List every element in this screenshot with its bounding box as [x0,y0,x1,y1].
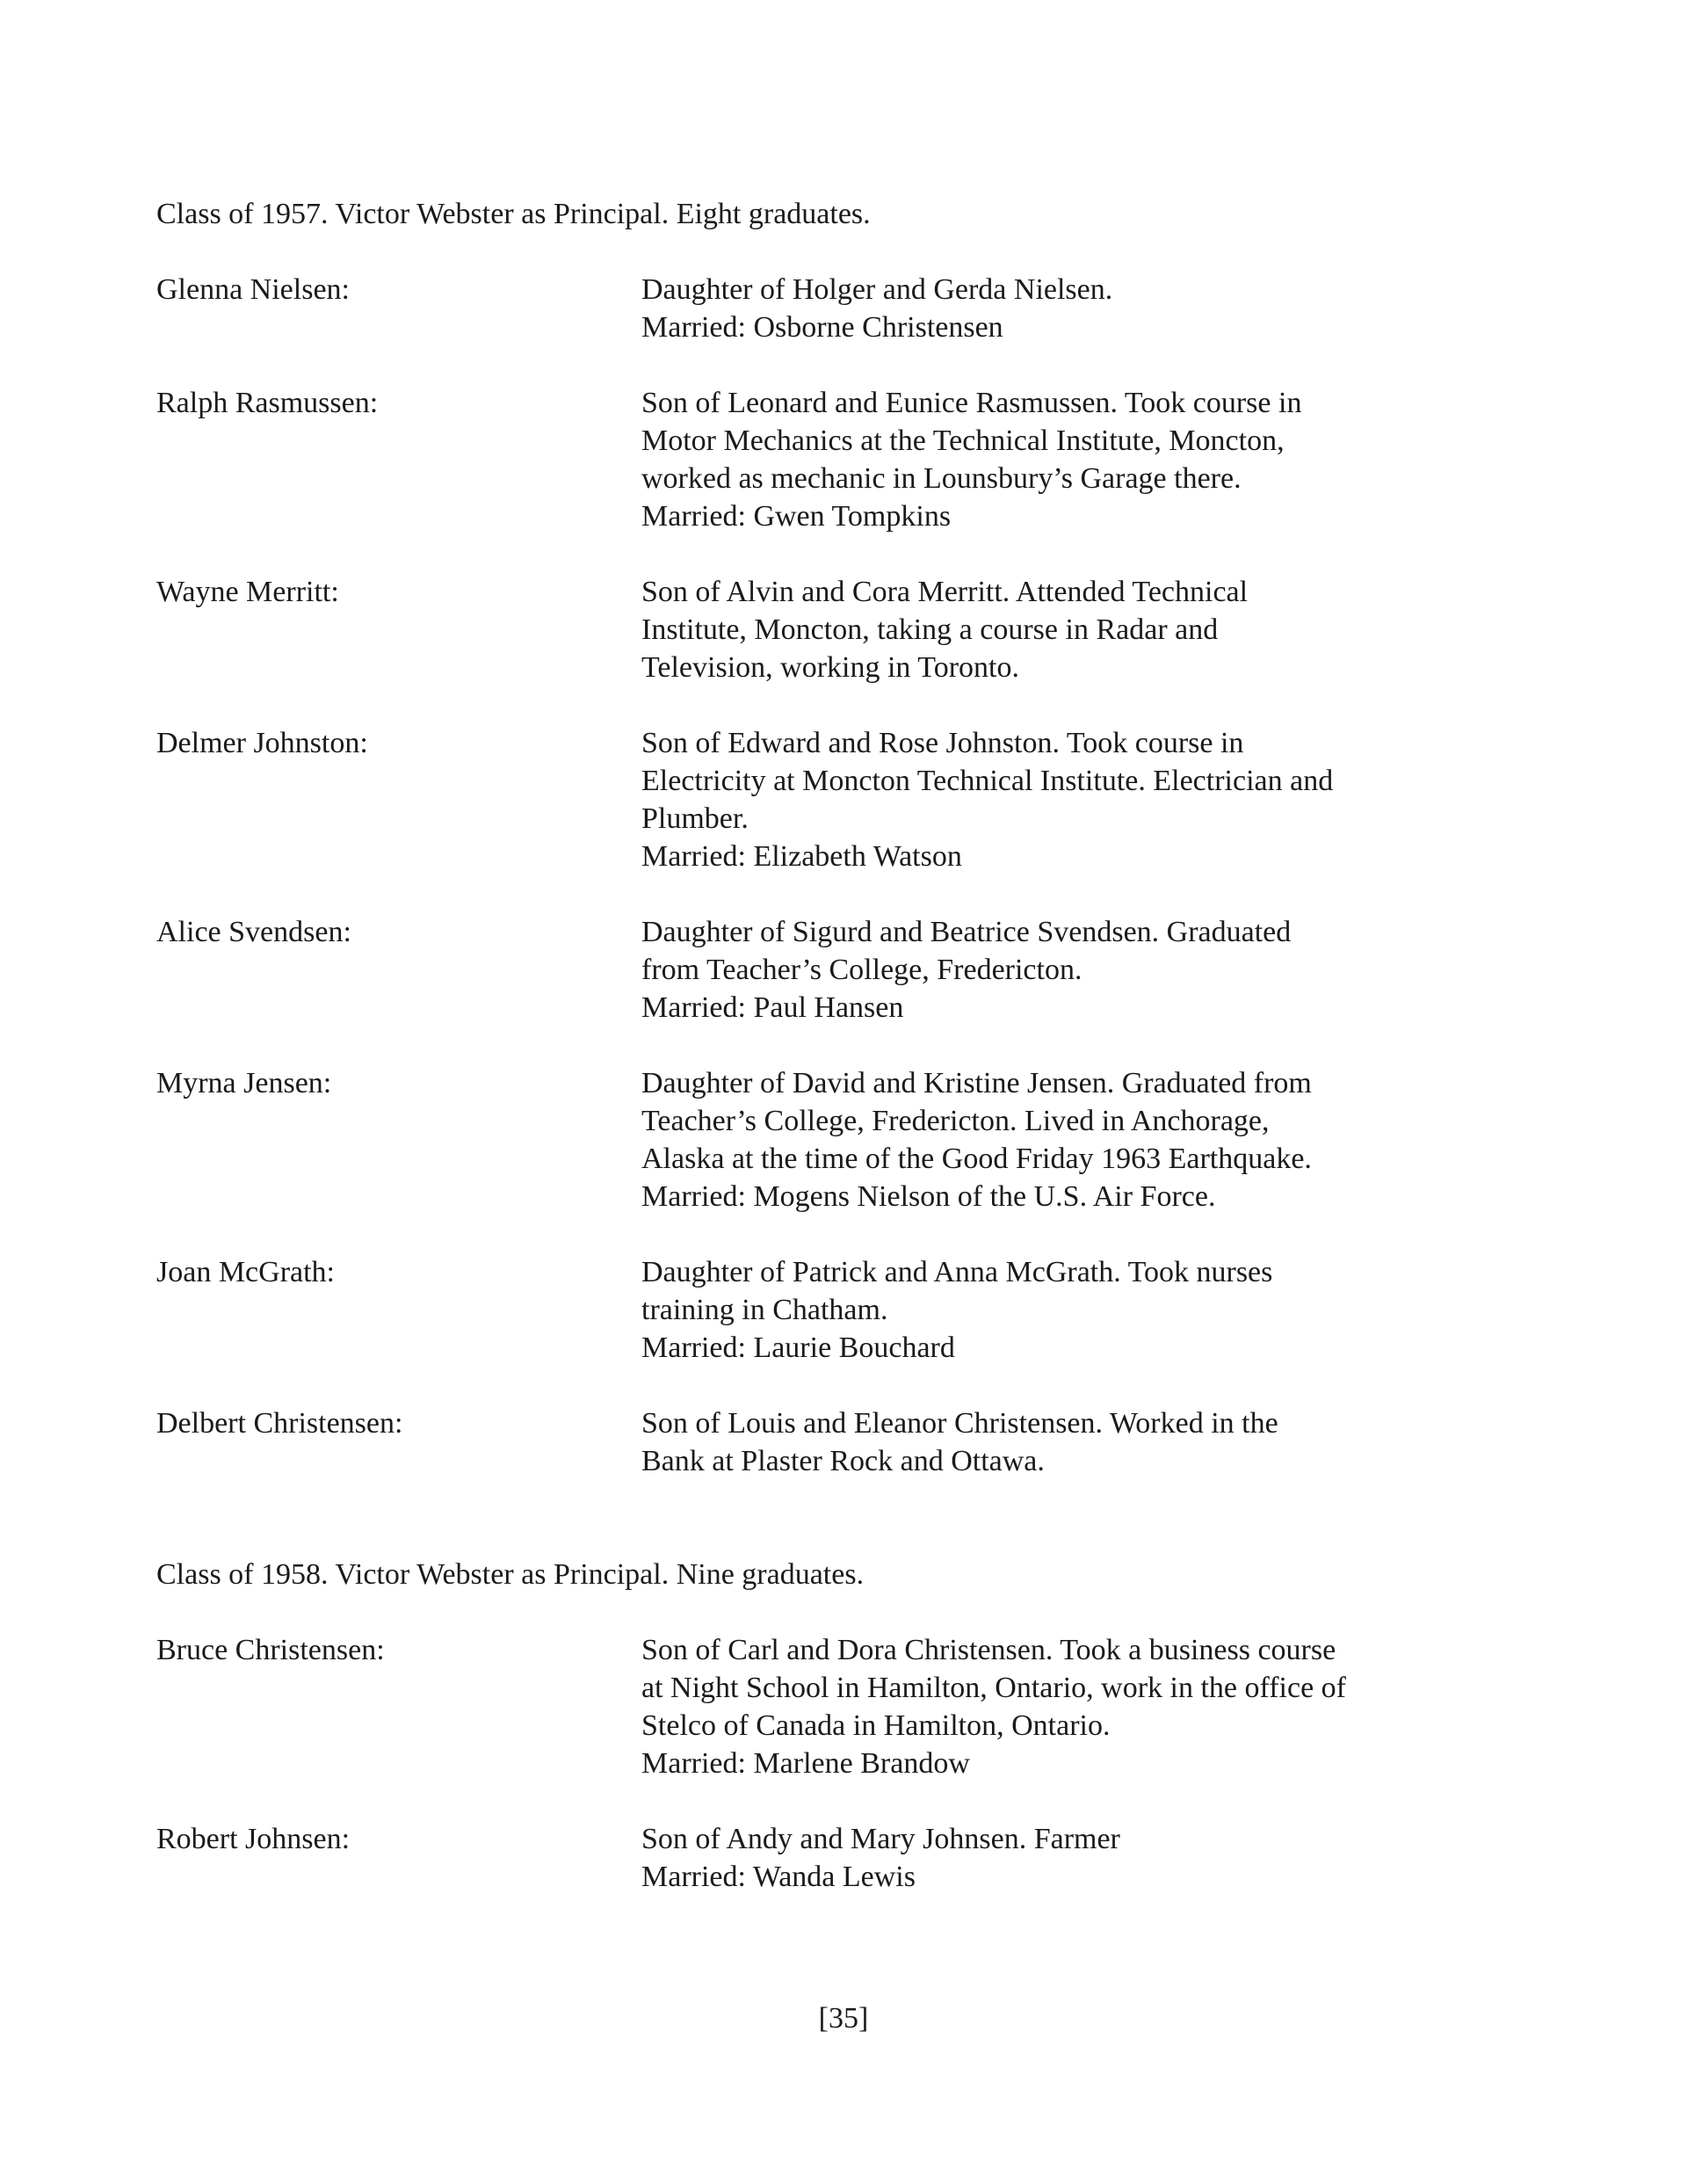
description-line: Son of Andy and Mary Johnsen. Farmer [641,1823,1120,1855]
description-line: Married: Gwen Tompkins [641,500,952,533]
description-line: Son of Edward and Rose Johnston. Took course in [641,727,1244,759]
description-line: Electricity at Moncton Technical Institute. Electrician and [641,765,1334,797]
class-heading-1957: Class of 1957. Victor Webster as Principal. Eight graduates. [156,198,871,230]
description-line: Son of Leonard and Eunice Rasmussen. Took course in [641,387,1302,419]
description-line: Television, working in Toronto. [641,651,1019,684]
graduate-description [641,1064,1520,1215]
graduate-name: Ralph Rasmussen: [156,387,379,419]
description-line: Daughter of Holger and Gerda Nielsen. [641,273,1113,306]
description-line: Married: Marlene Brandow [641,1747,970,1780]
graduate-description [641,1631,1520,1782]
graduate-name: Delbert Christensen: [156,1407,403,1440]
description-line: Plumber. [641,802,749,835]
graduate-description [641,271,1520,346]
graduate-description [641,1253,1520,1367]
graduate-name: Wayne Merritt: [156,576,339,608]
graduate-description [641,1820,1520,1896]
description-line: from Teacher’s College, Fredericton. [641,954,1082,986]
description-line: Son of Alvin and Cora Merritt. Attended Technical [641,576,1249,608]
description-line: worked as mechanic in Lounsbury’s Garage there. [641,462,1242,495]
description-line: Stelco of Canada in Hamilton, Ontario. [641,1709,1111,1742]
graduate-name: Robert Johnsen: [156,1823,351,1855]
description-line: Married: Laurie Bouchard [641,1331,955,1364]
graduate-description [641,384,1520,535]
graduate-name: Bruce Christensen: [156,1634,385,1666]
graduate-description [641,1404,1520,1480]
description-line: Married: Paul Hansen [641,991,904,1024]
graduate-description [641,724,1520,875]
description-line: Married: Mogens Nielson of the U.S. Air Force. [641,1180,1216,1213]
description-line: Married: Wanda Lewis [641,1861,916,1893]
description-line: Son of Carl and Dora Christensen. Took a business course [641,1634,1336,1666]
description-line: Institute, Moncton, taking a course in Radar and [641,613,1219,646]
description-line: Daughter of David and Kristine Jensen. Graduated from [641,1067,1312,1099]
description-line: Alaska at the time of the Good Friday 1963 Earthquake. [641,1143,1312,1175]
page-number: [35] [818,2002,869,2035]
graduate-description [641,573,1520,686]
description-line: Married: Elizabeth Watson [641,840,962,873]
description-line: training in Chatham. [641,1294,888,1326]
description-line: Daughter of Sigurd and Beatrice Svendsen. Graduated [641,916,1292,948]
description-line: Married: Osborne Christensen [641,311,1003,344]
description-line: Daughter of Patrick and Anna McGrath. Took nurses [641,1256,1273,1288]
graduate-name: Joan McGrath: [156,1256,336,1288]
description-line: Son of Louis and Eleanor Christensen. Worked in the [641,1407,1278,1440]
graduate-name: Myrna Jensen: [156,1067,332,1099]
class-heading-1958: Class of 1958. Victor Webster as Principal. Nine graduates. [156,1558,865,1591]
description-line: at Night School in Hamilton, Ontario, work in the office of [641,1672,1347,1704]
description-line: Motor Mechanics at the Technical Institute, Moncton, [641,424,1285,457]
graduate-name: Delmer Johnston: [156,727,368,759]
graduate-description [641,913,1520,1027]
description-line: Bank at Plaster Rock and Ottawa. [641,1445,1045,1477]
graduate-name: Alice Svendsen: [156,916,351,948]
graduate-name: Glenna Nielsen: [156,273,350,306]
description-line: Teacher’s College, Fredericton. Lived in Anchorage, [641,1105,1270,1137]
